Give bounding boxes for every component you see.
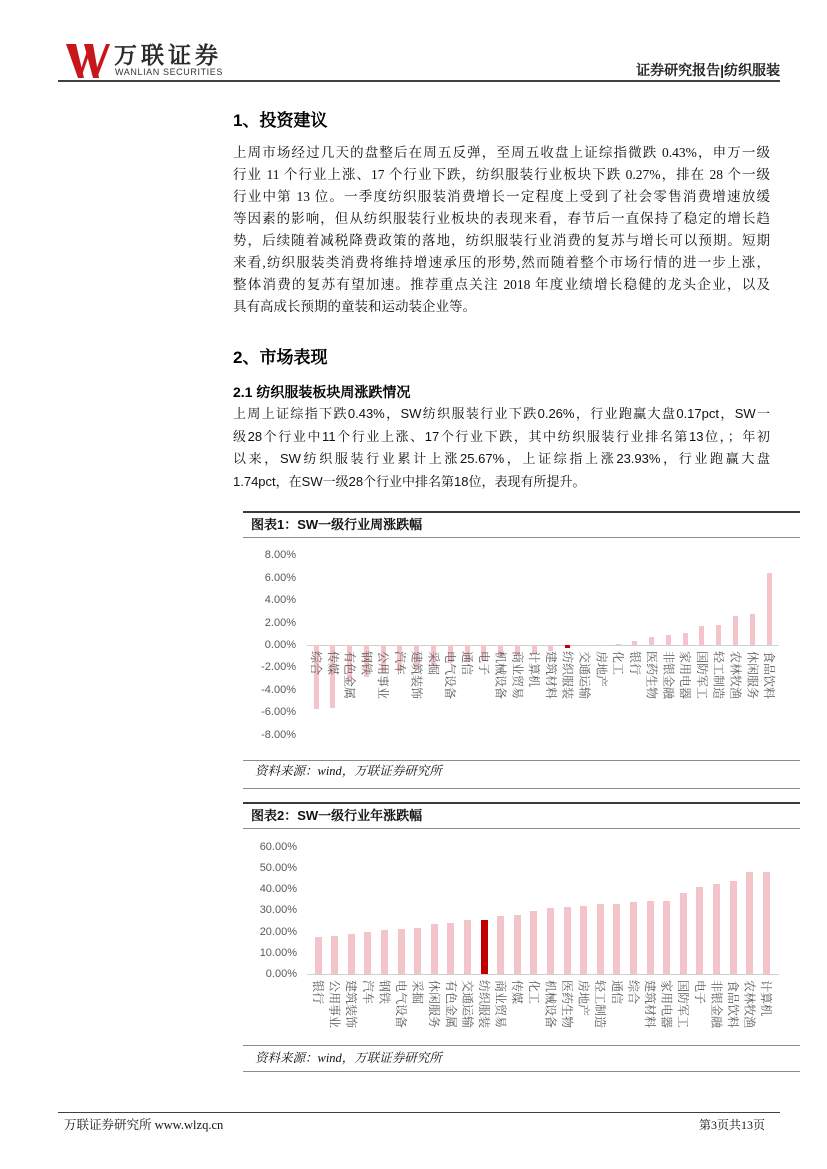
x-tick-label: 通信 bbox=[460, 651, 475, 676]
chart-bar bbox=[564, 907, 571, 974]
x-tick-label: 公用事业 bbox=[376, 651, 391, 700]
chart-bar bbox=[699, 626, 704, 645]
x-tick-label: 建筑装饰 bbox=[409, 651, 424, 700]
chart-bar bbox=[750, 614, 755, 645]
chart-bar bbox=[364, 932, 371, 974]
body-text-line: 上周上证综指下跌0.43%，SW纺织服装行业下跌0.26%，行业跑赢大盘0.17pct，SW一 bbox=[233, 406, 770, 421]
brand-english-name: WANLIAN SECURITIES bbox=[115, 67, 223, 77]
x-tick-label: 纺织服装 bbox=[477, 980, 491, 1029]
body-text-line: 级28个行业中11个行业上涨、17个行业下跌，其中纺织服装行业排名第13位，；年初 bbox=[233, 428, 770, 444]
chart-bar bbox=[663, 901, 670, 974]
chart-bar bbox=[381, 930, 388, 974]
x-tick-label: 传媒 bbox=[325, 651, 340, 676]
x-tick-label: 轻工制造 bbox=[593, 980, 608, 1029]
chart-bar bbox=[447, 923, 454, 974]
chart-bar bbox=[632, 641, 637, 645]
x-tick-label: 家用电器 bbox=[659, 980, 674, 1029]
x-tick-label: 农林牧渔 bbox=[742, 980, 757, 1029]
x-tick-label: 机械设备 bbox=[493, 651, 508, 700]
x-tick-label: 机械设备 bbox=[543, 980, 558, 1029]
chart-bar bbox=[763, 872, 770, 974]
x-tick-label: 建筑材料 bbox=[643, 980, 657, 1029]
logo-w-icon bbox=[66, 44, 110, 79]
body-text-line: 以来，SW纺织服装行业累计上涨25.67%，上证综指上涨23.93%，行业跑赢大盘 bbox=[233, 451, 770, 466]
chart-bar bbox=[696, 887, 703, 974]
brand-name: 万联证券 bbox=[114, 42, 222, 68]
y-tick-label: 60.00% bbox=[259, 840, 297, 853]
x-tick-label: 非银金融 bbox=[661, 651, 676, 700]
x-axis-line bbox=[307, 645, 779, 646]
x-tick-label: 纺织服装 bbox=[560, 651, 575, 700]
chart-bar bbox=[547, 908, 554, 974]
y-tick-label: 10.00% bbox=[259, 946, 297, 959]
y-tick-label: 8.00% bbox=[264, 549, 296, 562]
y-tick-label: -8.00% bbox=[261, 728, 296, 741]
y-tick-label: 0.00% bbox=[265, 968, 297, 980]
investment-advice-paragraph bbox=[233, 142, 770, 318]
chart-yearly-change bbox=[243, 802, 800, 1073]
chart-bar bbox=[414, 928, 421, 974]
x-tick-label: 家用电器 bbox=[678, 651, 693, 700]
chart-bar bbox=[767, 573, 772, 645]
x-tick-label: 银行 bbox=[311, 980, 325, 1005]
y-tick-label: 4.00% bbox=[264, 594, 296, 607]
x-tick-label: 电子 bbox=[476, 651, 491, 676]
y-tick-label: 2.00% bbox=[264, 616, 296, 629]
chart-bar-highlight bbox=[481, 920, 488, 974]
x-tick-label: 银行 bbox=[627, 651, 642, 676]
page-number: 第3页共13页 bbox=[698, 1118, 765, 1132]
market-performance-paragraph bbox=[233, 403, 770, 493]
body-text-line: 来看,纺织服装类消费将维持增速承压的形势,然而随着整个市场行情的进一步上涨， bbox=[233, 255, 770, 270]
body-text-line: 等因素的影响，但从纺织服装行业板块的表现来看，春节后一直保持了稳定的增长趋 bbox=[233, 211, 770, 226]
footer-divider bbox=[58, 1112, 780, 1113]
x-tick-label: 休闲服务 bbox=[745, 651, 760, 700]
chart-bar bbox=[680, 893, 687, 974]
section-heading-market-performance: 2、市场表现 bbox=[233, 348, 328, 367]
x-tick-label: 医药生物 bbox=[644, 651, 659, 700]
chart-bar bbox=[597, 904, 604, 974]
x-tick-label: 农林牧渔 bbox=[728, 651, 743, 700]
y-tick-label: -6.00% bbox=[261, 706, 296, 719]
x-axis-line bbox=[307, 974, 779, 975]
x-tick-label: 国防军工 bbox=[694, 651, 709, 700]
y-tick-label: 6.00% bbox=[264, 571, 296, 584]
chart-bar bbox=[582, 645, 587, 646]
chart-frame-bottom-rule bbox=[243, 1071, 800, 1072]
chart-bar bbox=[530, 911, 537, 974]
x-tick-label: 商业贸易 bbox=[493, 980, 508, 1029]
x-tick-label: 轻工制造 bbox=[711, 651, 726, 700]
chart-bar bbox=[616, 644, 621, 645]
chart-plot-area bbox=[243, 802, 800, 1073]
x-tick-label: 采掘 bbox=[410, 980, 425, 1005]
x-tick-label: 医药生物 bbox=[560, 980, 574, 1029]
body-text-line: 行业 11 个行业上涨、17 个行业下跌，纺织服装行业板块下跌 0.27%，排在 28 个一级 bbox=[233, 167, 770, 182]
y-tick-label: 0.00% bbox=[264, 639, 296, 651]
chart-plot-area bbox=[243, 511, 800, 790]
x-tick-label: 建筑装饰 bbox=[344, 980, 359, 1029]
subsection-heading-weekly-change: 2.1 纺织服装板块周涨跌情况 bbox=[233, 384, 411, 400]
body-text-line: 势，后续随着减税降费政策的落地，纺织服装行业消费的复苏与增长可以预期。短期 bbox=[233, 233, 770, 248]
chart-bar bbox=[348, 934, 355, 974]
x-tick-label: 房地产 bbox=[594, 651, 609, 688]
chart-bar bbox=[746, 872, 753, 974]
chart-bar-highlight bbox=[565, 645, 570, 648]
x-tick-label: 综合 bbox=[309, 651, 323, 676]
x-tick-label: 食品饮料 bbox=[762, 651, 777, 700]
y-tick-label: 20.00% bbox=[259, 925, 297, 938]
chart-bar bbox=[398, 929, 405, 974]
chart-weekly-change bbox=[243, 511, 800, 790]
chart-bar bbox=[464, 920, 471, 974]
logo-w-graphic bbox=[66, 44, 110, 79]
chart-bar bbox=[613, 904, 620, 974]
x-tick-label: 公用事业 bbox=[327, 980, 342, 1029]
chart-caption: 图表1：SW一级行业周涨跌幅 bbox=[251, 517, 423, 532]
footer-org-website: 万联证券研究所 www.wlzq.cn bbox=[64, 1118, 224, 1132]
body-text-line: 整体消费的复苏有望加速。推荐重点关注 2018 年度业绩增长稳健的龙头企业，以及 bbox=[233, 277, 770, 292]
x-tick-label: 化工 bbox=[526, 980, 541, 1005]
chart-bar bbox=[514, 915, 521, 974]
x-tick-label: 汽车 bbox=[392, 651, 407, 676]
y-tick-label: 50.00% bbox=[259, 862, 297, 875]
chart-bar bbox=[716, 625, 721, 645]
x-tick-label: 电气设备 bbox=[443, 651, 458, 700]
chart-bar bbox=[331, 936, 338, 974]
x-tick-label: 汽车 bbox=[360, 980, 375, 1005]
x-tick-label: 商业贸易 bbox=[510, 651, 525, 700]
body-text-line: 上周市场经过几天的盘整后在周五反弹，至周五收盘上证综指微跌 0.43%，申万一级 bbox=[233, 145, 770, 160]
x-tick-label: 交通运输 bbox=[577, 651, 592, 700]
x-tick-label: 电气设备 bbox=[394, 980, 408, 1029]
chart-source-note: 资料来源：wind，万联证券研究所 bbox=[255, 1051, 442, 1065]
y-tick-label: -2.00% bbox=[261, 661, 296, 674]
x-tick-label: 食品饮料 bbox=[726, 980, 740, 1029]
chart-caption: 图表2：SW一级行业年涨跌幅 bbox=[251, 808, 423, 823]
x-tick-label: 化工 bbox=[611, 651, 626, 676]
chart-bar bbox=[713, 884, 720, 974]
chart-bar bbox=[649, 637, 654, 645]
x-tick-label: 建筑材料 bbox=[543, 651, 558, 700]
y-tick-label: 40.00% bbox=[259, 883, 297, 896]
chart-bar bbox=[431, 924, 438, 974]
chart-bar bbox=[630, 902, 637, 974]
chart-bar bbox=[733, 616, 738, 645]
x-tick-label: 房地产 bbox=[576, 980, 591, 1017]
body-text-line: 1.74pct，在SW一级28个行业中排名第18位，表现有所提升。 bbox=[233, 473, 586, 489]
chart-bar bbox=[647, 901, 654, 974]
x-tick-label: 通信 bbox=[609, 980, 624, 1005]
x-tick-label: 国防军工 bbox=[676, 980, 691, 1029]
chart-bar bbox=[548, 645, 553, 651]
report-category: 证券研究报告|纺织服装 bbox=[636, 62, 780, 78]
x-tick-label: 综合 bbox=[626, 980, 641, 1005]
x-tick-label: 非银金融 bbox=[709, 980, 724, 1029]
chart-bar bbox=[315, 937, 322, 974]
x-tick-label: 计算机 bbox=[527, 651, 542, 688]
chart-source-note: 资料来源：wind，万联证券研究所 bbox=[255, 764, 442, 778]
chart-bar bbox=[497, 916, 504, 974]
chart-source-rule bbox=[243, 760, 800, 761]
x-tick-label: 交通运输 bbox=[460, 980, 475, 1029]
y-tick-label: 30.00% bbox=[259, 904, 297, 917]
x-tick-label: 传媒 bbox=[510, 980, 525, 1005]
x-tick-label: 休闲服务 bbox=[427, 980, 442, 1029]
header-divider bbox=[58, 80, 780, 82]
chart-source-rule bbox=[243, 1045, 800, 1046]
y-tick-label: -4.00% bbox=[261, 683, 296, 696]
body-text-line: 行业中第 13 位。一季度纺织服装消费增长一定程度上受到了社会零售消费增速放缓 bbox=[233, 189, 770, 204]
chart-bar bbox=[730, 881, 737, 974]
x-tick-label: 电子 bbox=[692, 980, 707, 1005]
x-tick-label: 钢铁 bbox=[377, 980, 392, 1005]
chart-bar bbox=[666, 635, 671, 645]
x-tick-label: 钢铁 bbox=[359, 651, 374, 676]
chart-bar bbox=[599, 645, 604, 646]
x-tick-label: 有色金属 bbox=[443, 980, 458, 1029]
chart-frame-bottom-rule bbox=[243, 788, 800, 789]
x-tick-label: 计算机 bbox=[759, 980, 774, 1017]
section-heading-investment-advice: 1、投资建议 bbox=[233, 111, 328, 130]
x-tick-label: 有色金属 bbox=[342, 651, 357, 700]
chart-bar bbox=[580, 906, 587, 974]
body-text-line: 具有高成长预期的童装和运动装企业等。 bbox=[233, 299, 476, 314]
chart-bar bbox=[683, 633, 688, 645]
x-tick-label: 采掘 bbox=[426, 651, 441, 676]
